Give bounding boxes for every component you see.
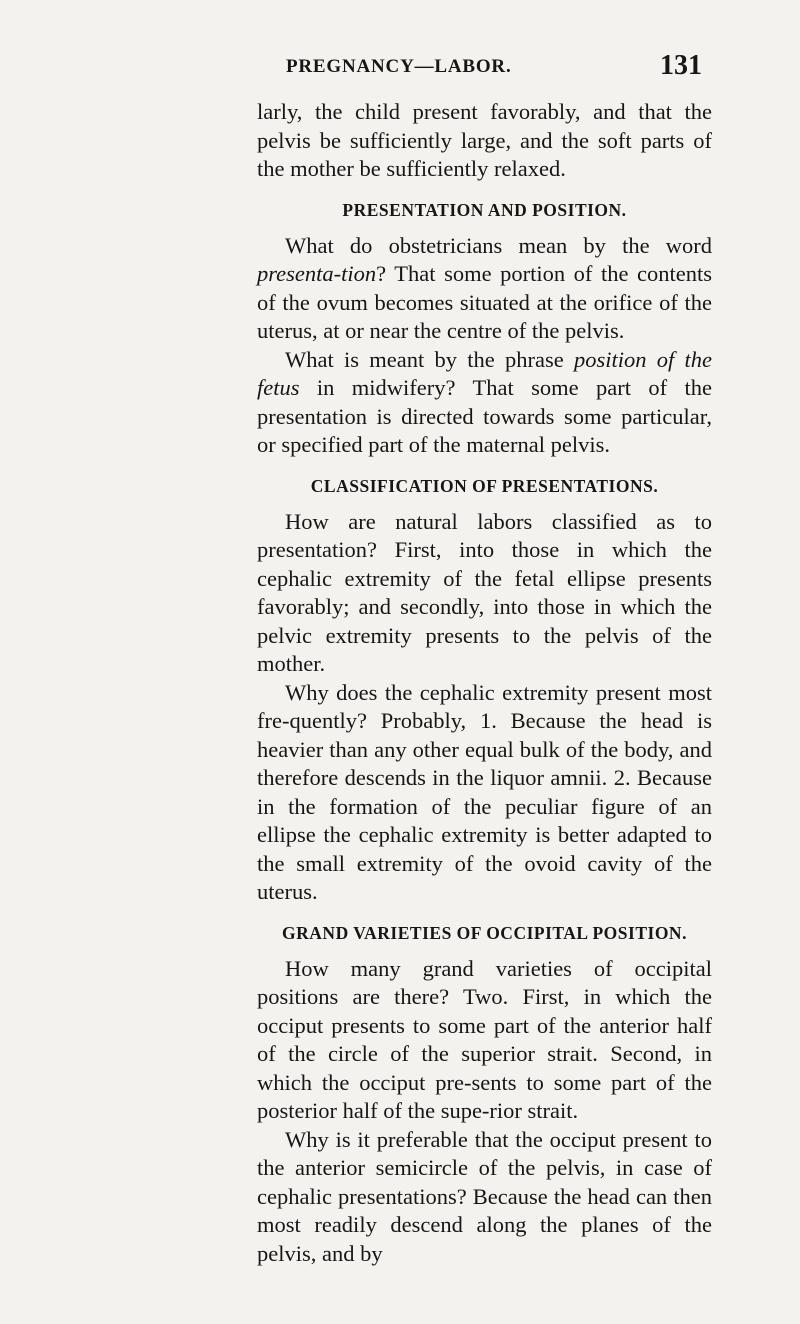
- paragraph-occipital-varieties: How many grand varieties of occipital positions are there? Two. First, in which the occiput presents to some part of the anterior half of the circle of the superior strait. Second, in which the occiput pre-sents to some part of the posterior half of the supe-rior strait.: [257, 955, 712, 1123]
- page-body: [257, 98, 712, 1268]
- paragraph-presentation-definition: [257, 232, 712, 346]
- running-head: PREGNANCY—LABOR.: [286, 56, 512, 77]
- section-heading-occipital: GRAND VARIETIES OF OCCIPITAL POSITION.: [282, 922, 687, 943]
- italic-term-presentation: presenta-tion: [257, 261, 377, 286]
- paragraph-position-definition: [257, 346, 712, 460]
- paragraph-classification: How are natural labors classified as to presentation? First, into those in which the cephalic extremity of the fetal ellipse presents favorably; and secondly, into those in which the pelvic extremity presents to the pelvis of the mother.: [257, 508, 712, 676]
- text-span: in midwifery? That some part of the presentation is directed towards some particular, or specified part of the maternal pelvis.: [257, 375, 712, 457]
- text-span: What do obstetricians mean by the word: [285, 232, 712, 258]
- section-heading-classification: CLASSIFICATION OF PRESENTATIONS.: [310, 475, 659, 496]
- text-span: What is meant by the phrase: [285, 346, 574, 372]
- opening-paragraph: larly, the child present favorably, and that the pelvis be sufficiently large, and the soft parts of the mother be sufficiently relaxed.: [257, 99, 712, 181]
- italic-term-position-of-fetus: position of the fetus: [257, 346, 713, 400]
- section-heading-presentation: PRESENTATION AND POSITION.: [342, 199, 627, 220]
- paragraph-cephalic-frequency: Why does the cephalic extremity present most fre-quently? Probably, 1. Because the head is heavier than any other equal bulk of the body, and therefore descends in the liquor amnii. 2. Because in the formation of the peculiar figure of an ellipse the cephalic extremity is better adapted to the small extremity of the ovoid cavity of the uterus.: [257, 679, 712, 904]
- text-span: ? That some portion of the contents of the ovum becomes situated at the orifice of the uterus, at or near the centre of the pelvis.: [257, 261, 712, 343]
- page-number: 131: [660, 50, 702, 81]
- paragraph-occipital-anterior: Why is it preferable that the occiput present to the anterior semicircle of the pelvis, in case of cephalic presentations? Because the head can then most readily descend along the planes of the pelvis, and by: [257, 1126, 712, 1266]
